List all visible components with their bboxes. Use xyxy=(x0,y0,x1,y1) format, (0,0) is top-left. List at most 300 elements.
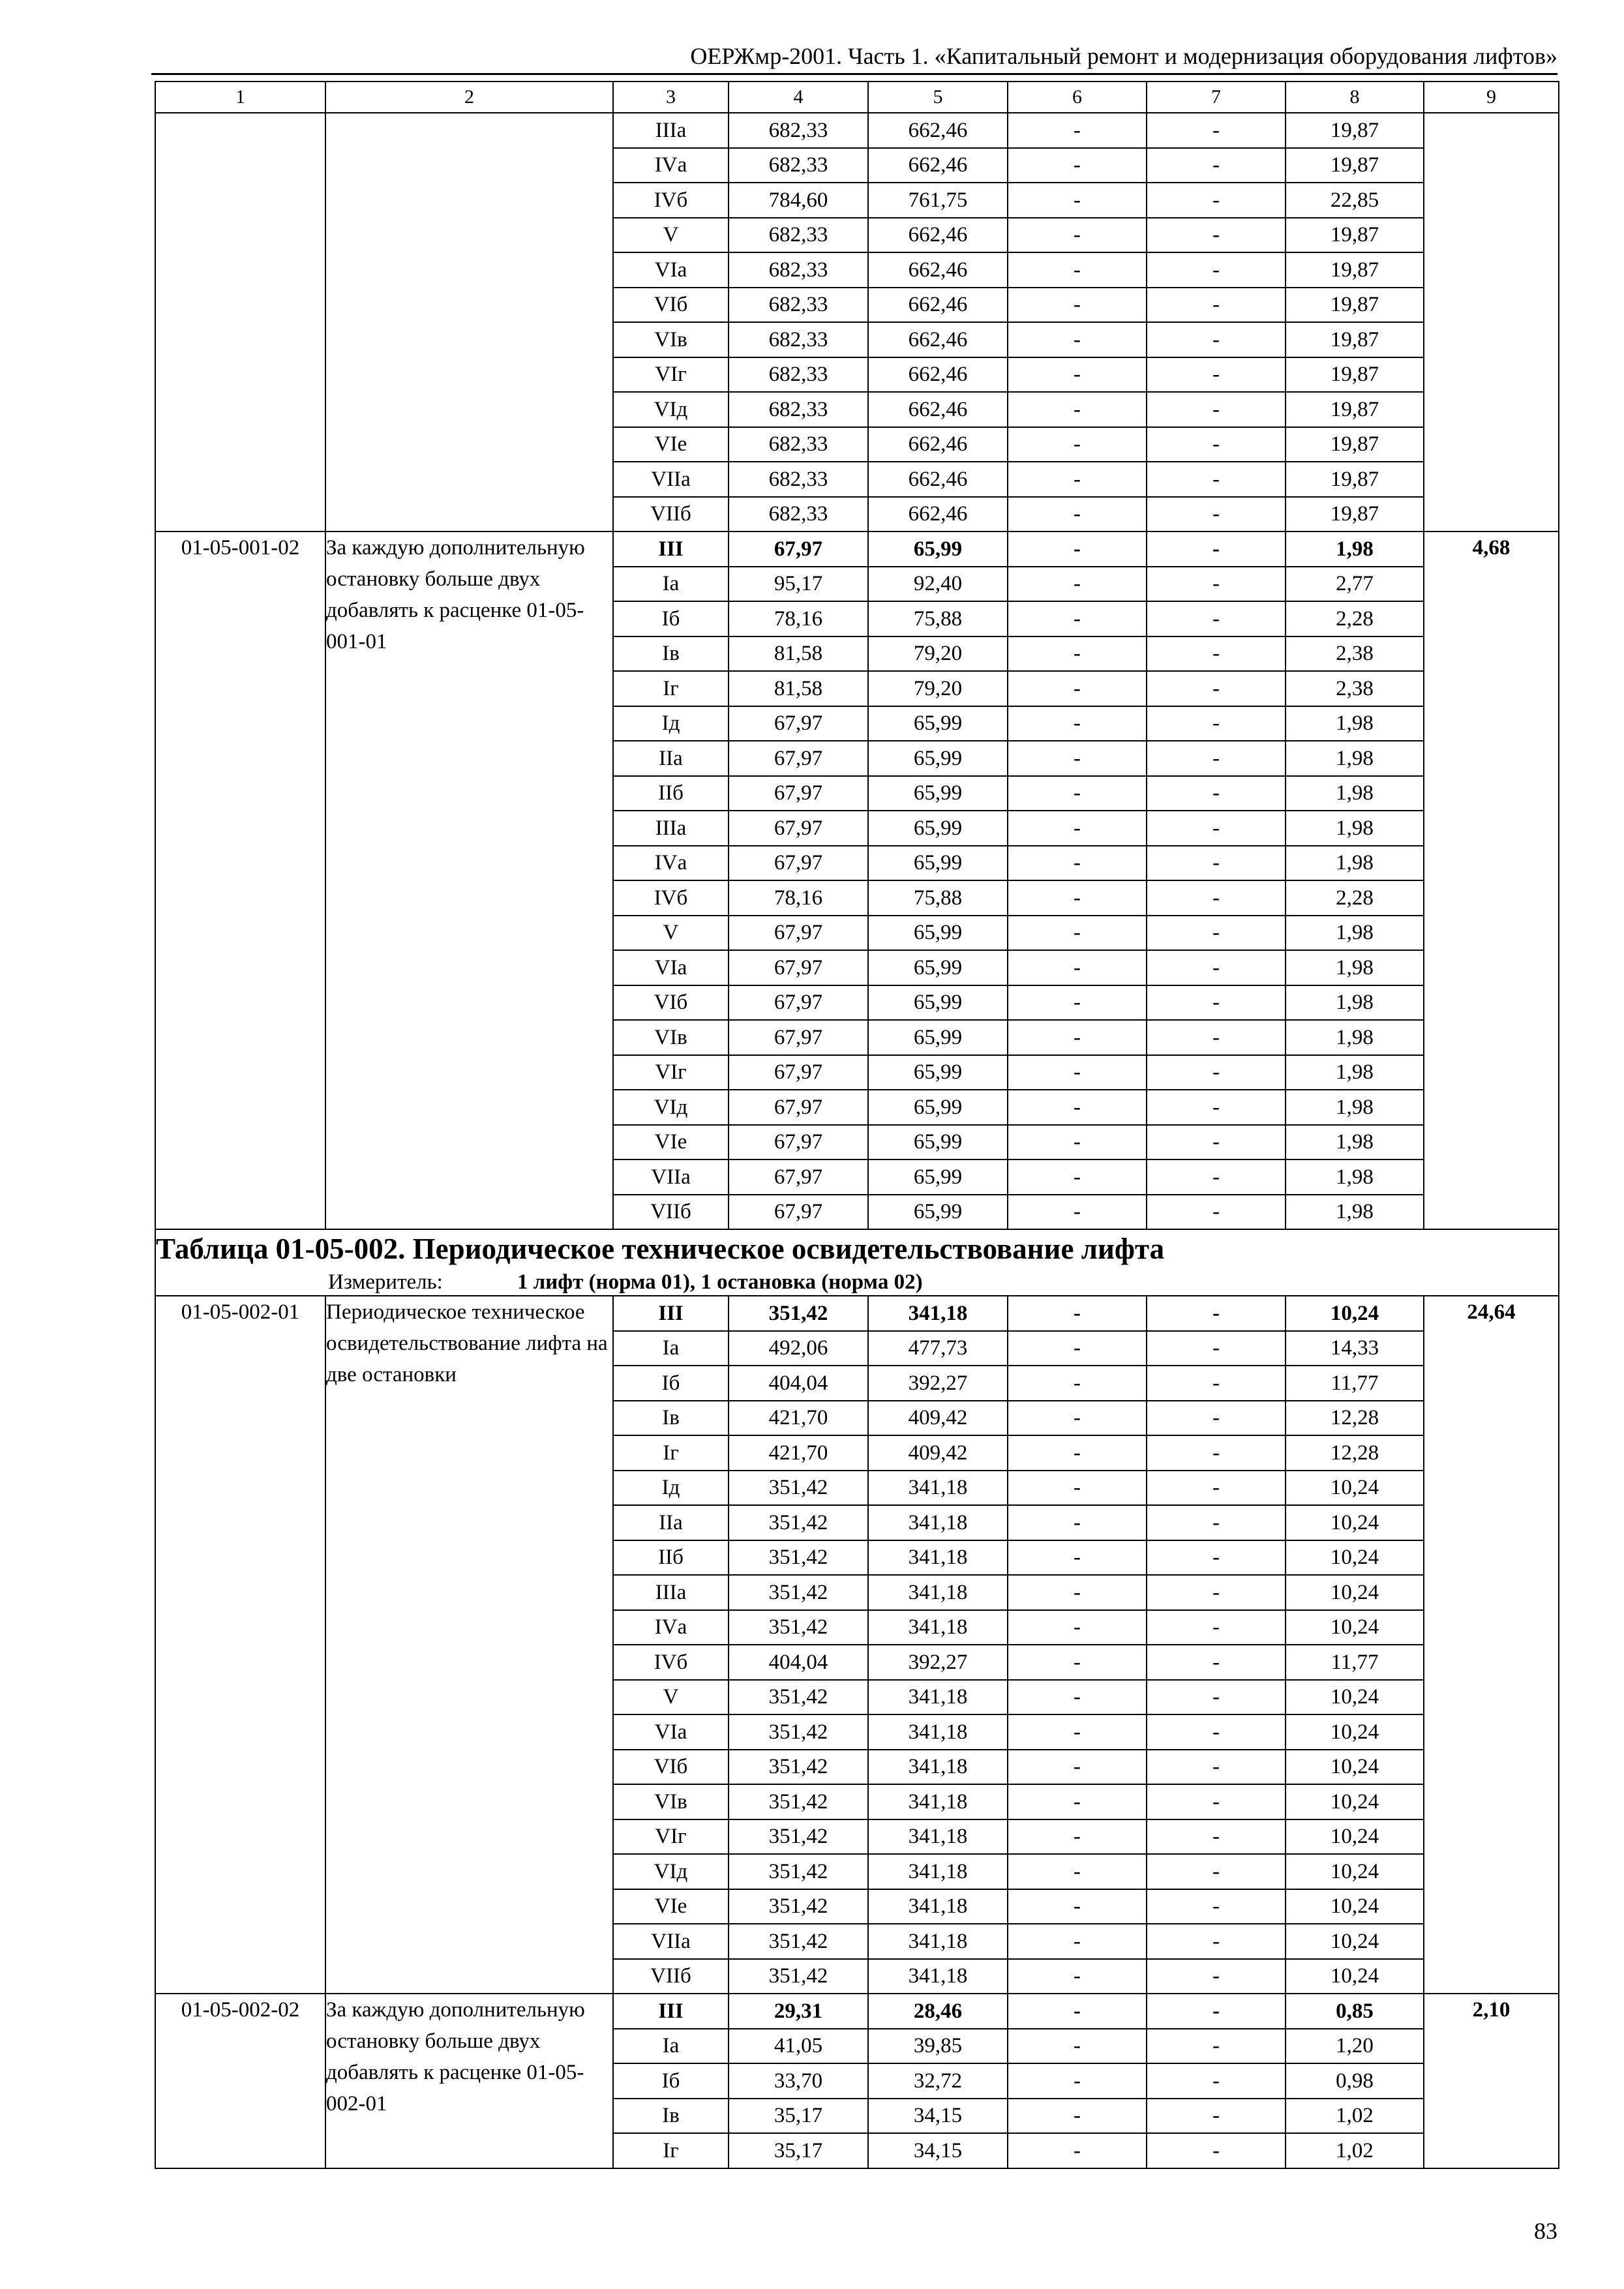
machine-cost-cell: - xyxy=(1008,1819,1147,1855)
machinist-wage-cell: - xyxy=(1147,1401,1286,1436)
cost-total-cell: 29,31 xyxy=(729,1994,868,2029)
wage-cost-cell: 341,18 xyxy=(868,1540,1008,1576)
area-group-cell: VIIб xyxy=(613,1959,729,1994)
meter-value: 1 лифт (норма 01), 1 остановка (норма 02) xyxy=(517,1270,923,1294)
machine-cost-cell: - xyxy=(1008,601,1147,636)
machine-cost-cell: - xyxy=(1008,1680,1147,1715)
column-number-row xyxy=(155,82,1559,113)
machinist-wage-cell: - xyxy=(1147,916,1286,951)
material-cost-cell: 1,98 xyxy=(1286,1159,1424,1195)
area-group-cell: IVа xyxy=(613,1610,729,1645)
machinist-wage-cell: - xyxy=(1147,1195,1286,1230)
cost-total-cell: 682,33 xyxy=(729,218,868,253)
cost-total-cell: 33,70 xyxy=(729,2063,868,2099)
wage-cost-cell: 79,20 xyxy=(868,636,1008,672)
running-header: ОЕРЖмр-2001. Часть 1. «Капитальный ремонт и модернизация оборудования лифтов» xyxy=(151,40,1557,75)
column-number: 1 xyxy=(155,82,325,113)
material-cost-cell: 10,24 xyxy=(1286,1854,1424,1889)
area-group-cell: Iв xyxy=(613,636,729,672)
cost-total-cell: 78,16 xyxy=(729,880,868,916)
machine-cost-cell: - xyxy=(1008,1090,1147,1125)
material-cost-cell: 19,87 xyxy=(1286,218,1424,253)
material-cost-cell: 22,85 xyxy=(1286,183,1424,218)
area-group-cell: Iв xyxy=(613,1401,729,1436)
area-group-cell: VIв xyxy=(613,322,729,357)
area-group-cell: V xyxy=(613,1680,729,1715)
machinist-wage-cell: - xyxy=(1147,567,1286,602)
machine-cost-cell: - xyxy=(1008,880,1147,916)
area-group-cell: IIIа xyxy=(613,113,729,148)
area-group-cell: IIIа xyxy=(613,1575,729,1610)
cost-total-cell: 351,42 xyxy=(729,1610,868,1645)
machine-cost-cell: - xyxy=(1008,741,1147,776)
cost-total-cell: 351,42 xyxy=(729,1680,868,1715)
area-group-cell: VIIб xyxy=(613,497,729,532)
machinist-wage-cell: - xyxy=(1147,1750,1286,1785)
machine-cost-cell: - xyxy=(1008,2099,1147,2134)
wage-cost-cell: 341,18 xyxy=(868,1714,1008,1750)
machinist-wage-cell: - xyxy=(1147,706,1286,741)
column-number: 8 xyxy=(1286,82,1424,113)
wage-cost-cell: 662,46 xyxy=(868,218,1008,253)
cost-total-cell: 351,42 xyxy=(729,1471,868,1506)
material-cost-cell: 2,38 xyxy=(1286,636,1424,672)
area-group-cell: VIIа xyxy=(613,1924,729,1959)
wage-cost-cell: 79,20 xyxy=(868,671,1008,706)
area-group-cell: VIб xyxy=(613,288,729,323)
cost-total-cell: 67,97 xyxy=(729,1159,868,1195)
wage-cost-cell: 341,18 xyxy=(868,1296,1008,1331)
wage-cost-cell: 392,27 xyxy=(868,1366,1008,1401)
machinist-wage-cell: - xyxy=(1147,531,1286,567)
table-title-row xyxy=(155,1229,1559,1296)
machinist-wage-cell: - xyxy=(1147,218,1286,253)
wage-cost-cell: 65,99 xyxy=(868,531,1008,567)
column-number: 6 xyxy=(1008,82,1147,113)
machinist-wage-cell: - xyxy=(1147,1331,1286,1366)
area-group-cell: Iа xyxy=(613,567,729,602)
area-group-cell: Iд xyxy=(613,1471,729,1506)
wage-cost-cell: 662,46 xyxy=(868,288,1008,323)
column-number: 7 xyxy=(1147,82,1286,113)
norm-code: 01-05-002-01 xyxy=(155,1296,325,1994)
machinist-wage-cell: - xyxy=(1147,288,1286,323)
table-row xyxy=(155,1296,1559,1331)
cost-total-cell: 784,60 xyxy=(729,183,868,218)
machine-cost-cell: - xyxy=(1008,1055,1147,1090)
machine-cost-cell: - xyxy=(1008,2063,1147,2099)
area-group-cell: VIе xyxy=(613,1889,729,1924)
area-group-cell: III xyxy=(613,1296,729,1331)
material-cost-cell: 10,24 xyxy=(1286,1296,1424,1331)
material-cost-cell: 1,98 xyxy=(1286,741,1424,776)
machine-cost-cell: - xyxy=(1008,1889,1147,1924)
cost-total-cell: 67,97 xyxy=(729,811,868,846)
area-group-cell: VIб xyxy=(613,1750,729,1785)
area-group-cell: Iг xyxy=(613,1435,729,1471)
machine-cost-cell: - xyxy=(1008,1714,1147,1750)
area-group-cell: VIе xyxy=(613,427,729,462)
rates-table-body xyxy=(155,82,1559,2168)
machine-cost-cell: - xyxy=(1008,1540,1147,1576)
wage-cost-cell: 65,99 xyxy=(868,1090,1008,1125)
material-cost-cell: 1,98 xyxy=(1286,985,1424,1021)
wage-cost-cell: 341,18 xyxy=(868,1819,1008,1855)
cost-total-cell: 682,33 xyxy=(729,148,868,183)
machine-cost-cell: - xyxy=(1008,497,1147,532)
material-cost-cell: 10,24 xyxy=(1286,1959,1424,1994)
machine-cost-cell: - xyxy=(1008,1471,1147,1506)
material-cost-cell: 19,87 xyxy=(1286,392,1424,427)
norm-code: 01-05-002-02 xyxy=(155,1994,325,2168)
cost-total-cell: 67,97 xyxy=(729,1090,868,1125)
area-group-cell: III xyxy=(613,1994,729,2029)
machine-cost-cell: - xyxy=(1008,1020,1147,1055)
area-group-cell: VIа xyxy=(613,252,729,288)
material-cost-cell: 1,98 xyxy=(1286,1195,1424,1230)
machinist-wage-cell: - xyxy=(1147,2099,1286,2134)
machinist-wage-cell: - xyxy=(1147,1296,1286,1331)
wage-cost-cell: 65,99 xyxy=(868,741,1008,776)
labor-cost-total: 24,64 xyxy=(1424,1296,1559,1994)
material-cost-cell: 10,24 xyxy=(1286,1819,1424,1855)
machinist-wage-cell: - xyxy=(1147,1714,1286,1750)
cost-total-cell: 351,42 xyxy=(729,1505,868,1540)
wage-cost-cell: 65,99 xyxy=(868,1055,1008,1090)
machine-cost-cell: - xyxy=(1008,113,1147,148)
material-cost-cell: 10,24 xyxy=(1286,1610,1424,1645)
machine-cost-cell: - xyxy=(1008,1505,1147,1540)
wage-cost-cell: 662,46 xyxy=(868,392,1008,427)
wage-cost-cell: 341,18 xyxy=(868,1784,1008,1819)
machine-cost-cell: - xyxy=(1008,1750,1147,1785)
area-group-cell: Iа xyxy=(613,1331,729,1366)
norm-description: Периодическое техническое освидетельствование лифта на две остановки xyxy=(325,1296,613,1994)
cost-total-cell: 492,06 xyxy=(729,1331,868,1366)
cost-total-cell: 67,97 xyxy=(729,1020,868,1055)
cost-total-cell: 95,17 xyxy=(729,567,868,602)
table-row xyxy=(155,531,1559,567)
machine-cost-cell: - xyxy=(1008,846,1147,881)
wage-cost-cell: 341,18 xyxy=(868,1471,1008,1506)
material-cost-cell: 1,98 xyxy=(1286,1090,1424,1125)
cost-total-cell: 67,97 xyxy=(729,985,868,1021)
wage-cost-cell: 32,72 xyxy=(868,2063,1008,2099)
wage-cost-cell: 28,46 xyxy=(868,1994,1008,2029)
wage-cost-cell: 477,73 xyxy=(868,1331,1008,1366)
wage-cost-cell: 341,18 xyxy=(868,1505,1008,1540)
machinist-wage-cell: - xyxy=(1147,113,1286,148)
material-cost-cell: 1,98 xyxy=(1286,846,1424,881)
cost-total-cell: 67,97 xyxy=(729,531,868,567)
machine-cost-cell: - xyxy=(1008,567,1147,602)
norm-description: За каждую дополнительную остановку больше двух добавлять к расценке 01-05-001-01 xyxy=(325,531,613,1229)
machinist-wage-cell: - xyxy=(1147,1889,1286,1924)
wage-cost-cell: 341,18 xyxy=(868,1924,1008,1959)
material-cost-cell: 19,87 xyxy=(1286,497,1424,532)
machinist-wage-cell: - xyxy=(1147,601,1286,636)
machinist-wage-cell: - xyxy=(1147,1784,1286,1819)
cost-total-cell: 351,42 xyxy=(729,1959,868,1994)
wage-cost-cell: 75,88 xyxy=(868,601,1008,636)
material-cost-cell: 1,98 xyxy=(1286,811,1424,846)
labor-cost-total: 2,10 xyxy=(1424,1994,1559,2168)
machinist-wage-cell: - xyxy=(1147,985,1286,1021)
column-number: 3 xyxy=(613,82,729,113)
page-number: 83 xyxy=(1534,2218,1557,2244)
machine-cost-cell: - xyxy=(1008,1959,1147,1994)
material-cost-cell: 14,33 xyxy=(1286,1331,1424,1366)
area-group-cell: IIб xyxy=(613,1540,729,1576)
material-cost-cell: 10,24 xyxy=(1286,1889,1424,1924)
cost-total-cell: 682,33 xyxy=(729,462,868,497)
area-group-cell: IIа xyxy=(613,1505,729,1540)
wage-cost-cell: 761,75 xyxy=(868,183,1008,218)
wage-cost-cell: 409,42 xyxy=(868,1401,1008,1436)
material-cost-cell: 1,20 xyxy=(1286,2029,1424,2064)
machine-cost-cell: - xyxy=(1008,1645,1147,1680)
material-cost-cell: 0,98 xyxy=(1286,2063,1424,2099)
machinist-wage-cell: - xyxy=(1147,252,1286,288)
cost-total-cell: 67,97 xyxy=(729,1055,868,1090)
area-group-cell: VIе xyxy=(613,1125,729,1160)
machinist-wage-cell: - xyxy=(1147,811,1286,846)
labor-cost-cell-continued xyxy=(1424,113,1559,531)
wage-cost-cell: 65,99 xyxy=(868,1159,1008,1195)
cost-total-cell: 81,58 xyxy=(729,636,868,672)
material-cost-cell: 19,87 xyxy=(1286,427,1424,462)
cost-total-cell: 682,33 xyxy=(729,322,868,357)
area-group-cell: VIд xyxy=(613,392,729,427)
area-group-cell: Iа xyxy=(613,2029,729,2064)
material-cost-cell: 1,98 xyxy=(1286,531,1424,567)
wage-cost-cell: 34,15 xyxy=(868,2133,1008,2168)
area-group-cell: VIа xyxy=(613,1714,729,1750)
material-cost-cell: 1,02 xyxy=(1286,2133,1424,2168)
table-title-cell xyxy=(155,1229,1559,1296)
machinist-wage-cell: - xyxy=(1147,183,1286,218)
machinist-wage-cell: - xyxy=(1147,1645,1286,1680)
cost-total-cell: 67,97 xyxy=(729,950,868,985)
machinist-wage-cell: - xyxy=(1147,776,1286,811)
material-cost-cell: 1,98 xyxy=(1286,916,1424,951)
wage-cost-cell: 662,46 xyxy=(868,148,1008,183)
material-cost-cell: 11,77 xyxy=(1286,1645,1424,1680)
machine-cost-cell: - xyxy=(1008,1195,1147,1230)
machinist-wage-cell: - xyxy=(1147,1610,1286,1645)
material-cost-cell: 1,98 xyxy=(1286,776,1424,811)
cost-total-cell: 67,97 xyxy=(729,916,868,951)
machine-cost-cell: - xyxy=(1008,183,1147,218)
area-group-cell: Iг xyxy=(613,671,729,706)
cost-total-cell: 351,42 xyxy=(729,1784,868,1819)
area-group-cell: VIIб xyxy=(613,1195,729,1230)
area-group-cell: VIг xyxy=(613,357,729,393)
machine-cost-cell: - xyxy=(1008,1296,1147,1331)
machine-cost-cell: - xyxy=(1008,1610,1147,1645)
cost-total-cell: 351,42 xyxy=(729,1540,868,1576)
material-cost-cell: 10,24 xyxy=(1286,1750,1424,1785)
machine-cost-cell: - xyxy=(1008,1159,1147,1195)
machine-cost-cell: - xyxy=(1008,985,1147,1021)
material-cost-cell: 19,87 xyxy=(1286,357,1424,393)
material-cost-cell: 19,87 xyxy=(1286,288,1424,323)
area-group-cell: VIв xyxy=(613,1784,729,1819)
machine-cost-cell: - xyxy=(1008,1435,1147,1471)
machine-cost-cell: - xyxy=(1008,357,1147,393)
code-cell-continued xyxy=(155,113,325,531)
machine-cost-cell: - xyxy=(1008,427,1147,462)
wage-cost-cell: 65,99 xyxy=(868,916,1008,951)
cost-total-cell: 682,33 xyxy=(729,497,868,532)
area-group-cell: Iг xyxy=(613,2133,729,2168)
machine-cost-cell: - xyxy=(1008,636,1147,672)
machine-cost-cell: - xyxy=(1008,1924,1147,1959)
wage-cost-cell: 662,46 xyxy=(868,497,1008,532)
machine-cost-cell: - xyxy=(1008,1994,1147,2029)
cost-total-cell: 351,42 xyxy=(729,1819,868,1855)
meter-label: Измеритель: xyxy=(328,1270,443,1294)
machinist-wage-cell: - xyxy=(1147,497,1286,532)
area-group-cell: IIб xyxy=(613,776,729,811)
area-group-cell: IVб xyxy=(613,183,729,218)
wage-cost-cell: 341,18 xyxy=(868,1680,1008,1715)
cost-total-cell: 81,58 xyxy=(729,671,868,706)
area-group-cell: VIб xyxy=(613,985,729,1021)
machine-cost-cell: - xyxy=(1008,531,1147,567)
wage-cost-cell: 409,42 xyxy=(868,1435,1008,1471)
machinist-wage-cell: - xyxy=(1147,880,1286,916)
cost-total-cell: 421,70 xyxy=(729,1401,868,1436)
area-group-cell: Iб xyxy=(613,601,729,636)
material-cost-cell: 10,24 xyxy=(1286,1714,1424,1750)
cost-total-cell: 351,42 xyxy=(729,1750,868,1785)
material-cost-cell: 0,85 xyxy=(1286,1994,1424,2029)
area-group-cell: VIд xyxy=(613,1854,729,1889)
machine-cost-cell: - xyxy=(1008,776,1147,811)
material-cost-cell: 10,24 xyxy=(1286,1784,1424,1819)
material-cost-cell: 1,02 xyxy=(1286,2099,1424,2134)
machine-cost-cell: - xyxy=(1008,811,1147,846)
cost-total-cell: 67,97 xyxy=(729,776,868,811)
meter-line xyxy=(156,1268,1558,1295)
wage-cost-cell: 341,18 xyxy=(868,1750,1008,1785)
machine-cost-cell: - xyxy=(1008,252,1147,288)
wage-cost-cell: 662,46 xyxy=(868,462,1008,497)
cost-total-cell: 35,17 xyxy=(729,2133,868,2168)
area-group-cell: VIг xyxy=(613,1055,729,1090)
machinist-wage-cell: - xyxy=(1147,741,1286,776)
machine-cost-cell: - xyxy=(1008,706,1147,741)
machine-cost-cell: - xyxy=(1008,1784,1147,1819)
area-group-cell: V xyxy=(613,218,729,253)
area-group-cell: Iб xyxy=(613,2063,729,2099)
machinist-wage-cell: - xyxy=(1147,357,1286,393)
area-group-cell: IIа xyxy=(613,741,729,776)
material-cost-cell: 10,24 xyxy=(1286,1540,1424,1576)
machinist-wage-cell: - xyxy=(1147,950,1286,985)
wage-cost-cell: 75,88 xyxy=(868,880,1008,916)
cost-total-cell: 67,97 xyxy=(729,741,868,776)
column-number: 4 xyxy=(729,82,868,113)
wage-cost-cell: 65,99 xyxy=(868,985,1008,1021)
cost-total-cell: 351,42 xyxy=(729,1889,868,1924)
machinist-wage-cell: - xyxy=(1147,846,1286,881)
machine-cost-cell: - xyxy=(1008,1854,1147,1889)
cost-total-cell: 682,33 xyxy=(729,427,868,462)
material-cost-cell: 19,87 xyxy=(1286,113,1424,148)
area-group-cell: Iб xyxy=(613,1366,729,1401)
machinist-wage-cell: - xyxy=(1147,392,1286,427)
machinist-wage-cell: - xyxy=(1147,1924,1286,1959)
machinist-wage-cell: - xyxy=(1147,1540,1286,1576)
machine-cost-cell: - xyxy=(1008,218,1147,253)
wage-cost-cell: 662,46 xyxy=(868,322,1008,357)
machinist-wage-cell: - xyxy=(1147,671,1286,706)
cost-total-cell: 67,97 xyxy=(729,1195,868,1230)
cost-total-cell: 78,16 xyxy=(729,601,868,636)
material-cost-cell: 2,28 xyxy=(1286,880,1424,916)
machinist-wage-cell: - xyxy=(1147,1680,1286,1715)
material-cost-cell: 2,77 xyxy=(1286,567,1424,602)
area-group-cell: VIIа xyxy=(613,462,729,497)
cost-total-cell: 67,97 xyxy=(729,706,868,741)
cost-total-cell: 682,33 xyxy=(729,252,868,288)
machinist-wage-cell: - xyxy=(1147,1090,1286,1125)
material-cost-cell: 2,38 xyxy=(1286,671,1424,706)
machine-cost-cell: - xyxy=(1008,288,1147,323)
machinist-wage-cell: - xyxy=(1147,148,1286,183)
cost-total-cell: 682,33 xyxy=(729,357,868,393)
machinist-wage-cell: - xyxy=(1147,1055,1286,1090)
area-group-cell: IVа xyxy=(613,846,729,881)
material-cost-cell: 19,87 xyxy=(1286,322,1424,357)
material-cost-cell: 10,24 xyxy=(1286,1575,1424,1610)
material-cost-cell: 19,87 xyxy=(1286,462,1424,497)
wage-cost-cell: 341,18 xyxy=(868,1575,1008,1610)
machinist-wage-cell: - xyxy=(1147,1994,1286,2029)
machinist-wage-cell: - xyxy=(1147,1959,1286,1994)
machine-cost-cell: - xyxy=(1008,148,1147,183)
wage-cost-cell: 34,15 xyxy=(868,2099,1008,2134)
area-group-cell: VIIа xyxy=(613,1159,729,1195)
wage-cost-cell: 662,46 xyxy=(868,357,1008,393)
cost-total-cell: 67,97 xyxy=(729,846,868,881)
cost-total-cell: 682,33 xyxy=(729,113,868,148)
cost-total-cell: 351,42 xyxy=(729,1854,868,1889)
wage-cost-cell: 662,46 xyxy=(868,252,1008,288)
machine-cost-cell: - xyxy=(1008,1575,1147,1610)
cost-total-cell: 351,42 xyxy=(729,1575,868,1610)
column-number: 2 xyxy=(325,82,613,113)
wage-cost-cell: 341,18 xyxy=(868,1854,1008,1889)
machinist-wage-cell: - xyxy=(1147,2133,1286,2168)
machine-cost-cell: - xyxy=(1008,322,1147,357)
machine-cost-cell: - xyxy=(1008,1331,1147,1366)
norm-description: За каждую дополнительную остановку больше двух добавлять к расценке 01-05-002-01 xyxy=(325,1994,613,2168)
machinist-wage-cell: - xyxy=(1147,427,1286,462)
wage-cost-cell: 92,40 xyxy=(868,567,1008,602)
wage-cost-cell: 65,99 xyxy=(868,1020,1008,1055)
material-cost-cell: 1,98 xyxy=(1286,1125,1424,1160)
machinist-wage-cell: - xyxy=(1147,1819,1286,1855)
area-group-cell: IVб xyxy=(613,1645,729,1680)
material-cost-cell: 10,24 xyxy=(1286,1680,1424,1715)
machinist-wage-cell: - xyxy=(1147,636,1286,672)
machine-cost-cell: - xyxy=(1008,2133,1147,2168)
machine-cost-cell: - xyxy=(1008,1125,1147,1160)
material-cost-cell: 1,98 xyxy=(1286,1055,1424,1090)
